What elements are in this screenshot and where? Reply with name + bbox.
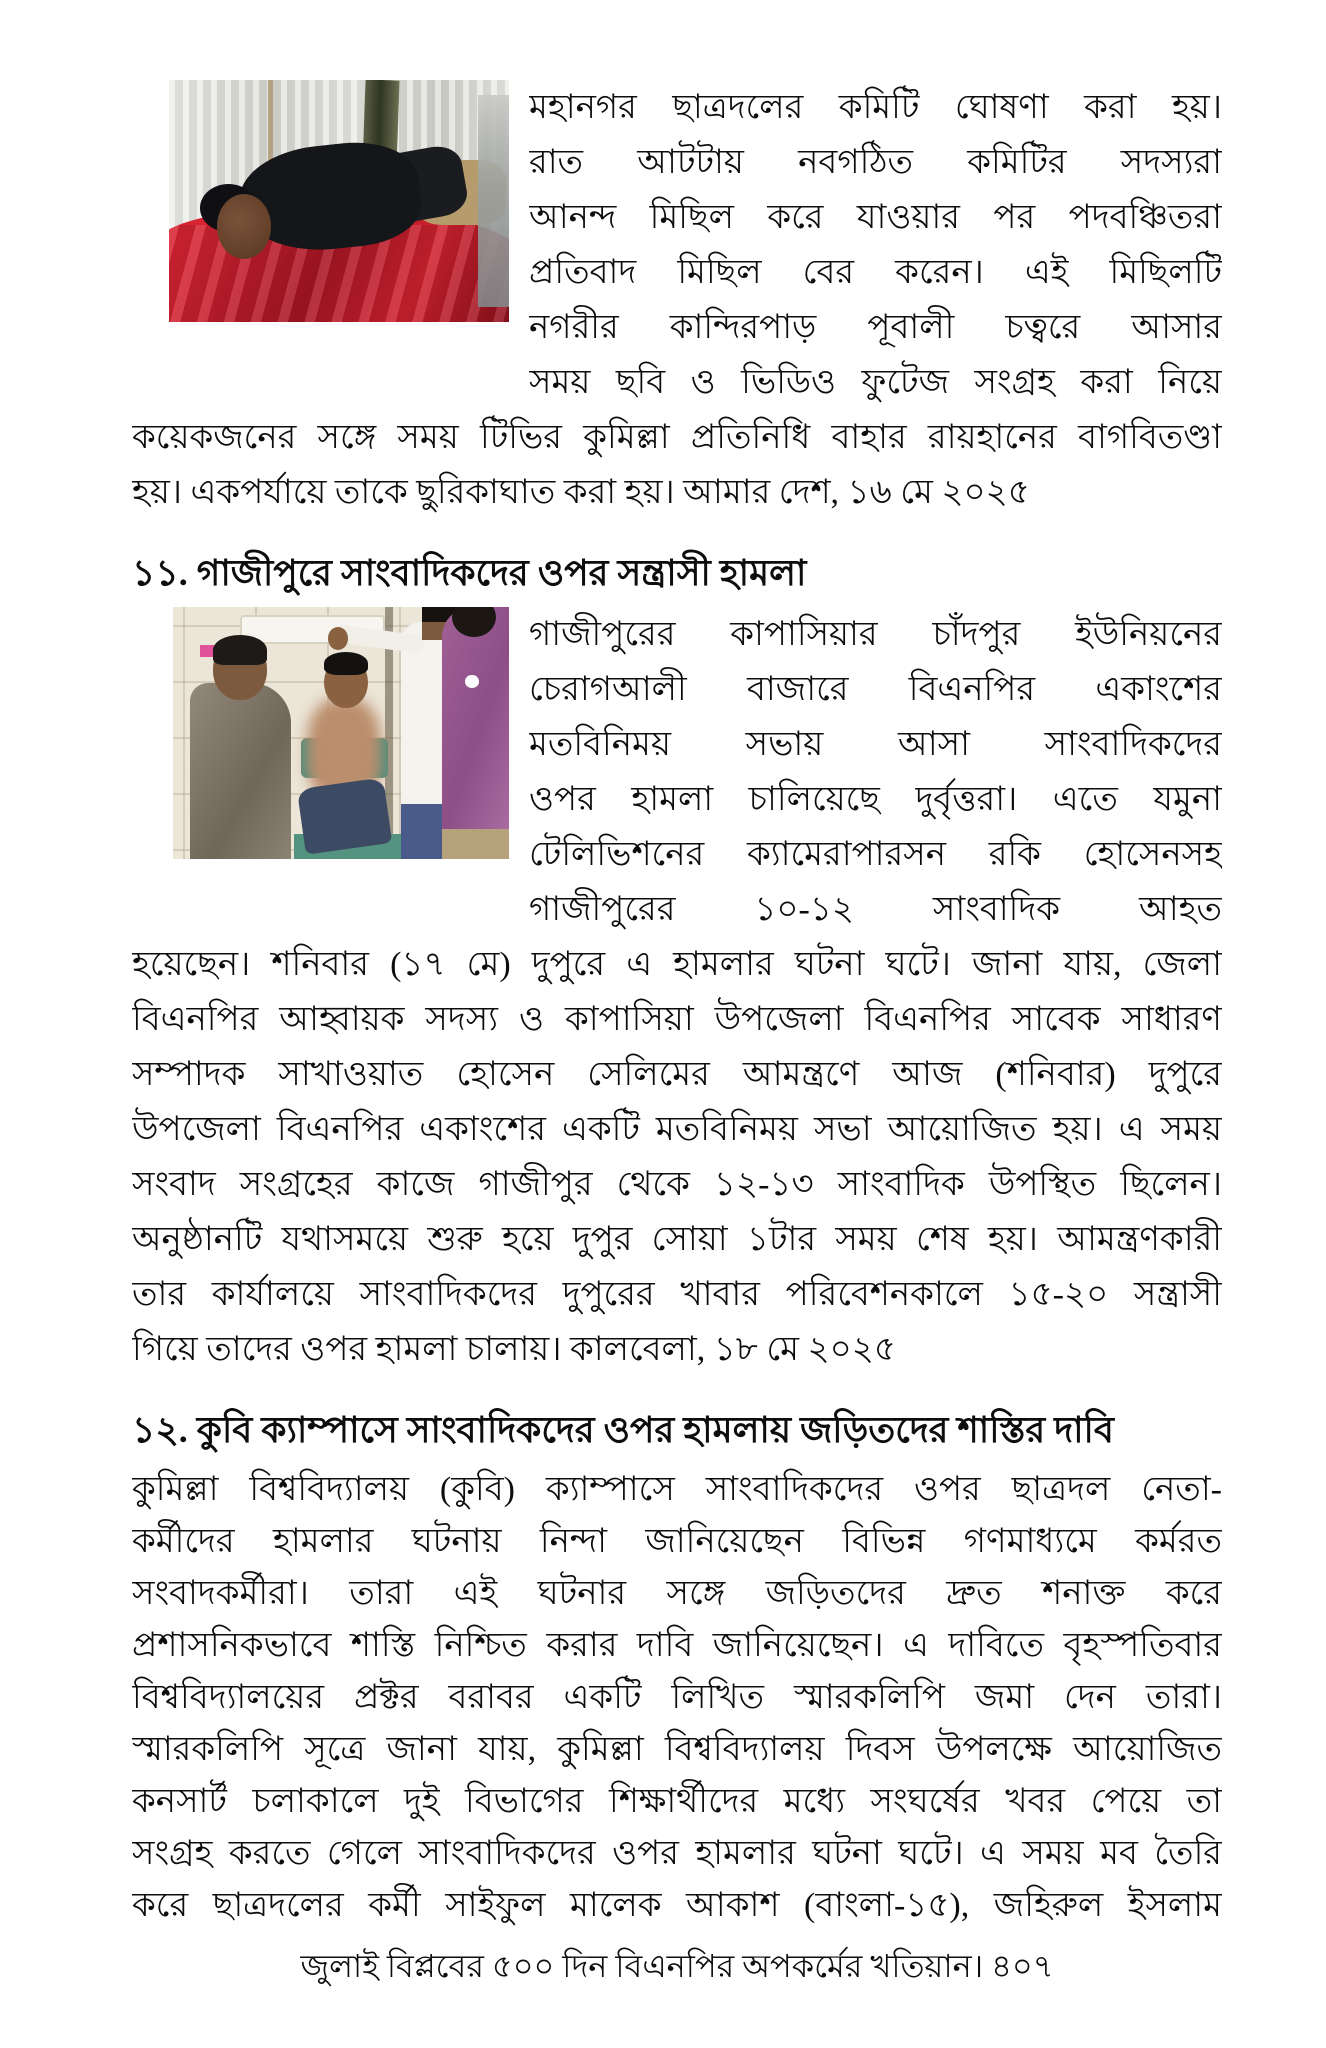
section-11 <box>132 607 1222 1377</box>
body-line: বিশ্ববিদ্যালয়ের প্রক্টর বরাবর একটি লিখিত স্মারকলিপি জমা দেন তারা। <box>132 1679 1222 1716</box>
body-line: টেলিভিশনের ক্যামেরাপারসন রকি হোসেনসহ <box>529 836 1222 873</box>
patient-head <box>217 194 271 259</box>
text-beside-photo-2 <box>529 607 1222 937</box>
body-line: হয়। একপর্যায়ে তাকে ছুরিকাঘাত করা হয়। আমার দেশ, ১৬ মে ২০২৫ <box>132 474 1030 511</box>
body-line: কনসার্ট চলাকালে দুই বিভাগের শিক্ষার্থীদের মধ্যে সংঘর্ষের খবর পেয়ে তা <box>132 1783 1222 1820</box>
section-11-heading: ১১. গাজীপুরে সাংবাদিকদের ওপর সন্ত্রাসী হামলা <box>132 553 807 593</box>
injured-man-hair <box>324 652 368 675</box>
body-line: সংগ্রহ করতে গেলে সাংবাদিকদের ওপর হামলার ঘটনা ঘটে। এ সময় মব তৈরি <box>132 1835 1222 1872</box>
section-12 <box>132 1464 1222 1932</box>
purple-polo-chest-logo <box>465 675 478 688</box>
bystander-figure <box>478 95 509 308</box>
body-line: কর্মীদের হামলার ঘটনায় নিন্দা জানিয়েছেন বিভিন্ন গণমাধ্যমে কর্মরত <box>132 1523 1222 1560</box>
body-line: উপজেলা বিএনপির একাংশের একটি মতবিনিময় সভা আয়োজিত হয়। এ সময় <box>132 1111 1222 1148</box>
page-footer: জুলাই বিপ্লবের ৫০০ দিন বিএনপির অপকর্মের খতিয়ান। ৪০৭ <box>300 1948 1054 1984</box>
standing-man-gray-shirt <box>190 683 291 859</box>
body-line: আনন্দ মিছিল করে যাওয়ার পর পদবঞ্চিতরা <box>529 199 1222 236</box>
body-line: প্রশাসনিকভাবে শাস্তি নিশ্চিত করার দাবি জানিয়েছেন। এ দাবিতে বৃহস্পতিবার <box>132 1627 1222 1664</box>
media-row-1 <box>132 80 1222 410</box>
body-line: চেরাগআলী বাজারে বিএনপির একাংশের <box>529 671 1222 708</box>
purple-polo-man-pants <box>442 829 509 859</box>
body-line: বিএনপির আহ্বায়ক সদস্য ও কাপাসিয়া উপজেলা বিএনপির সাবেক সাধারণ <box>132 1001 1222 1038</box>
text-beside-photo-1 <box>529 80 1222 410</box>
body-line: হয়েছেন। শনিবার (১৭ মে) দুপুরে এ হামলার ঘটনা ঘটে। জানা যায়, জেলা <box>132 946 1222 983</box>
photo-injured-man-on-hospital-bed <box>169 80 509 322</box>
body-line: কয়েকজনের সঙ্গে সময় টিভির কুমিল্লা প্রতিনিধি বাহার রায়হানের বাগবিতণ্ডা <box>132 419 1222 456</box>
body-line: গিয়ে তাদের ওপর হামলা চালায়। কালবেলা, ১৮ মে ২০২৫ <box>132 1331 896 1368</box>
man-purple-polo <box>442 607 509 859</box>
body-line: গাজীপুরের কাপাসিয়ার চাঁদপুর ইউনিয়নের <box>529 616 1222 653</box>
body-line: সম্পাদক সাখাওয়াত হোসেন সেলিমের আমন্ত্রণে আজ (শনিবার) দুপুরে <box>132 1056 1222 1093</box>
standing-man-hair <box>213 635 267 665</box>
body-line: মতবিনিময় সভায় আসা সাংবাদিকদের <box>529 726 1222 763</box>
photo-injured-journalist-examined <box>173 607 509 859</box>
injured-man-jeans <box>297 778 393 855</box>
body-line: মহানগর ছাত্রদলের কমিটি ঘোষণা করা হয়। <box>529 89 1222 126</box>
body-line: সময় ছবি ও ভিডিও ফুটেজ সংগ্রহ করা নিয়ে <box>529 364 1222 401</box>
body-line: সংবাদ সংগ্রহের কাজে গাজীপুর থেকে ১২-১৩ সাংবাদিক উপস্থিত ছিলেন। <box>132 1166 1222 1203</box>
body-line: কুমিল্লা বিশ্ববিদ্যালয় (কুবি) ক্যাম্পাসে সাংবাদিকদের ওপর ছাত্রদল নেতা- <box>132 1471 1222 1508</box>
body-line: ওপর হামলা চালিয়েছে দুর্বৃত্তরা। এতে যমুনা <box>529 781 1222 818</box>
body-line: করে ছাত্রদলের কর্মী সাইফুল মালেক আকাশ (বাংলা-১৫), জহিরুল ইসলাম <box>132 1887 1222 1924</box>
body-line: গাজীপুরের ১০-১২ সাংবাদিক আহত <box>529 891 1222 928</box>
body-line: রাত আটটায় নবগঠিত কমিটির সদস্যরা <box>529 144 1222 181</box>
body-line: সংবাদকর্মীরা। তারা এই ঘটনার সঙ্গে জড়িতদের দ্রুত শনাক্ত করে <box>132 1575 1222 1612</box>
body-line: নগরীর কান্দিরপাড় পূবালী চত্বরে আসার <box>529 309 1222 346</box>
continued-paragraph-section <box>132 80 1222 520</box>
white-shirt-hand <box>328 627 348 650</box>
body-line: অনুষ্ঠানটি যথাসময়ে শুরু হয়ে দুপুর সোয়া ১টার সময় শেষ হয়। আমন্ত্রণকারী <box>132 1221 1222 1258</box>
body-line: স্মারকলিপি সূত্রে জানা যায়, কুমিল্লা বিশ্ববিদ্যালয় দিবস উপলক্ষে আয়োজিত <box>132 1731 1222 1768</box>
body-line: তার কার্যালয়ে সাংবাদিকদের দুপুরের খাবার পরিবেশনকালে ১৫-২০ সন্ত্রাসী <box>132 1276 1222 1313</box>
media-row-2 <box>132 607 1222 937</box>
section-12-heading: ১২. কুবি ক্যাম্পাসে সাংবাদিকদের ওপর হামলায় জড়িতদের শাস্তির দাবি <box>132 1410 1114 1450</box>
body-line: প্রতিবাদ মিছিল বের করেন। এই মিছিলটি <box>529 254 1222 291</box>
